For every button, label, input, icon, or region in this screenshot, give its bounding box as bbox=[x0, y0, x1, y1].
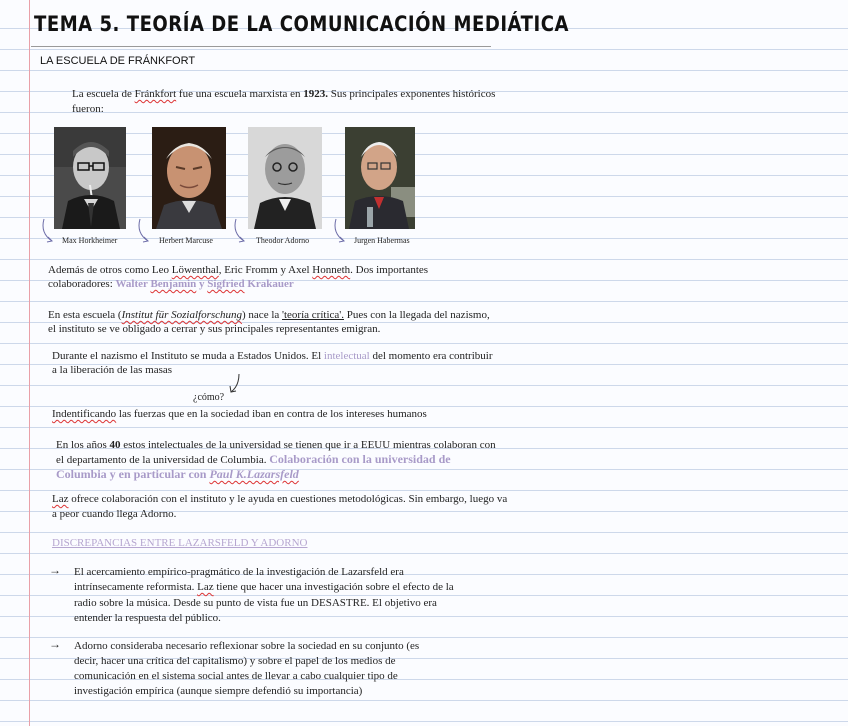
identifying-rest: las fuerzas que en la sociedad iban en contra de los intereses humanos bbox=[116, 408, 427, 420]
intro-mid: fue una escuela marxista en bbox=[176, 88, 304, 100]
laz-line1 bbox=[52, 492, 507, 507]
honneth-word: Honneth bbox=[312, 264, 351, 276]
forties-line3 bbox=[56, 467, 299, 483]
nazism-line2: a la liberación de las masas bbox=[52, 364, 173, 376]
laz-line2: a peor cuando llega Adorno. bbox=[52, 508, 177, 520]
intro-year: 1923. bbox=[303, 88, 328, 100]
lowenthal-word: Löwenthal bbox=[171, 264, 219, 276]
bullet1-text-a: intrínsecamente reformista. bbox=[74, 581, 198, 593]
collaborators-label: colaboradores: bbox=[48, 278, 116, 290]
colaboracion-highlight: Colaboración con la universidad de bbox=[269, 452, 451, 466]
como-question: ¿cómo? bbox=[193, 392, 225, 403]
others-text-a: Además de otros como Leo bbox=[48, 264, 172, 276]
bullet1-line4: entender la respuesta del público. bbox=[74, 612, 221, 624]
photo-max-horkheimer bbox=[54, 127, 126, 229]
teoria-critica: 'teoría crítica'. bbox=[282, 309, 344, 321]
nazism-text-a: Durante el nazismo el Instituto se muda a Estados Unidos. El bbox=[52, 350, 324, 362]
forties-text-a: En los años bbox=[56, 439, 110, 451]
forties-text-b: estos intelectuales de la universidad se tienen que ir a EEUU mientras colaboran con bbox=[120, 439, 496, 451]
caption-horkheimer: Max Horkheimer bbox=[62, 236, 118, 245]
photo-herbert-marcuse bbox=[152, 127, 226, 229]
bullet-arrow-2: → bbox=[49, 637, 61, 651]
nazism-line1 bbox=[52, 349, 493, 364]
intro-paragraph bbox=[72, 87, 495, 102]
bullet-arrow-1: → bbox=[49, 563, 61, 577]
laz-text: ofrece colaboración con el instituto y le ayuda en cuestiones metodológicas. Sin embargo, luego va bbox=[68, 493, 508, 505]
identifying-line bbox=[52, 407, 427, 422]
notebook-margin-line bbox=[29, 0, 30, 726]
intelectual-word: intelectual bbox=[323, 350, 370, 362]
intro-before: La escuela de bbox=[72, 88, 135, 100]
bullet1-line2 bbox=[74, 580, 454, 595]
bullet2-line4: investigación empírica (aunque siempre defendió su importancia) bbox=[74, 685, 363, 697]
krakauer-word: Krakauer bbox=[244, 278, 294, 290]
others-line1 bbox=[48, 263, 428, 278]
institut-name: Institut für Sozialforschung bbox=[121, 309, 243, 321]
page-title: TEMA 5. TEORÍA DE LA COMUNICACIÓN MEDIÁTICA bbox=[34, 12, 569, 36]
bullet1-laz-word: Laz bbox=[197, 581, 214, 593]
intro-line2: fueron: bbox=[72, 103, 104, 115]
institute-text-a: En esta escuela ( bbox=[48, 309, 122, 321]
forties-line2 bbox=[56, 452, 451, 468]
caption-habermas: Jurgen Habermas bbox=[354, 236, 410, 245]
forties-line1 bbox=[56, 438, 496, 453]
discrepancias-heading: DISCREPANCIAS ENTRE LAZARSFELD Y ADORNO bbox=[52, 537, 308, 549]
institute-line1 bbox=[48, 308, 490, 323]
caption-marcuse: Herbert Marcuse bbox=[159, 236, 213, 245]
bullet2-line1: Adorno consideraba necesario reflexionar sobre la sociedad en su conjunto (es bbox=[74, 640, 420, 652]
como-arrow-icon bbox=[225, 372, 245, 396]
bullet1-line1: El acercamiento empírico-pragmático de la investigación de Lazarsfeld era bbox=[74, 566, 404, 578]
bullet1-text-b: tiene que hacer una investigación sobre el efecto de la bbox=[213, 581, 454, 593]
intro-after: Sus principales exponentes históricos bbox=[327, 88, 496, 100]
institute-text-c: Pues con la llegada del nazismo, bbox=[344, 309, 490, 321]
forties-text-c: el departamento de la universidad de Columbia. bbox=[56, 454, 270, 466]
columbia-highlight: Columbia y en particular con bbox=[56, 467, 210, 481]
others-text-c: . Dos importantes bbox=[350, 264, 429, 276]
sigfried-word: Sigfried bbox=[207, 278, 245, 290]
institute-text-b: ) nace la bbox=[242, 309, 283, 321]
forties-number: 40 bbox=[109, 439, 121, 451]
indentificando-word: Indentificando bbox=[52, 408, 117, 420]
benjamin-word: Benjamin bbox=[150, 278, 197, 290]
bullet1-line3: radio sobre la música. Desde su punto de vista fue un DESASTRE. El objetivo era bbox=[74, 597, 437, 609]
photo-theodor-adorno bbox=[248, 127, 322, 229]
bullet2-line2: decir, hacer una crítica del capitalismo) y sobre el papel de los medios de bbox=[74, 655, 396, 667]
laz-word: Laz bbox=[52, 493, 69, 505]
bullet2-line3: comunicación en el sistema social antes de llevar a cabo cualquier tipo de bbox=[74, 670, 398, 682]
title-underline bbox=[31, 46, 491, 47]
nazism-text-b: del momento era contribuir bbox=[369, 350, 493, 362]
caption-adorno: Theodor Adorno bbox=[256, 236, 310, 245]
institute-line2: el instituto se ve obligado a cerrar y sus principales representantes emigran. bbox=[48, 323, 381, 335]
frankfort-word: Fránkfort bbox=[134, 88, 177, 100]
and-word: y bbox=[196, 278, 208, 290]
paul-lazarsfeld-name: Paul K.Lazarsfeld bbox=[209, 467, 299, 481]
walter-word: Walter bbox=[115, 278, 151, 290]
section-subtitle: LA ESCUELA DE FRÁNKFORT bbox=[40, 55, 196, 67]
others-line2 bbox=[48, 277, 294, 292]
others-text-b: , Eric Fromm y Axel bbox=[218, 264, 313, 276]
photo-jurgen-habermas bbox=[345, 127, 415, 229]
